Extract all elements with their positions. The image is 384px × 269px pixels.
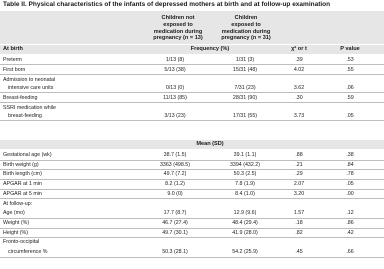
group-b-header-line: pregnancy (n = 31) bbox=[221, 35, 271, 42]
p-value: .86 bbox=[346, 219, 354, 226]
group-a-header-line: exposed to bbox=[163, 21, 193, 28]
exposed-value: 15/31 (48) bbox=[232, 67, 258, 73]
row-label: Birth length (cm) bbox=[3, 171, 42, 178]
p-value: .06 bbox=[346, 85, 354, 91]
group-b-header bbox=[218, 15, 274, 42]
exposed-none-value: 5/13 (38) bbox=[164, 67, 186, 73]
chi-t-value: 1.57 bbox=[293, 210, 305, 217]
row-label: APGAR at 1 min bbox=[3, 181, 42, 188]
row-label: Gestational age (wk) bbox=[3, 152, 52, 158]
exposed-none-value: 49.7 (7.2) bbox=[163, 171, 187, 178]
p-value: .42 bbox=[346, 229, 354, 236]
table-row bbox=[0, 209, 384, 218]
chi-t-value: .29 bbox=[295, 171, 303, 178]
row-label: intensive care units bbox=[8, 85, 54, 91]
chi-t-value: 2.07 bbox=[293, 181, 305, 188]
frequency-band bbox=[0, 45, 384, 54]
row-label: At follow-up: bbox=[3, 200, 33, 207]
group-a-header-line: Children not bbox=[161, 15, 195, 21]
exposed-none-value: 11/13 (85) bbox=[163, 95, 187, 101]
chi-t-value: .39 bbox=[295, 57, 303, 63]
chi-t-label: χ² or t bbox=[291, 46, 307, 52]
exposed-value: 8.4 (1.0) bbox=[235, 190, 255, 197]
exposed-none-value: 8.2 (1.2) bbox=[165, 181, 185, 188]
row-label: Weight (%) bbox=[3, 219, 30, 226]
exposed-value: 50.3 (2.5) bbox=[233, 171, 257, 178]
exposed-value: 41.9 (28.0) bbox=[232, 229, 258, 236]
p-value: .00 bbox=[346, 190, 354, 197]
exposed-value: 3394 (432.2) bbox=[229, 161, 261, 168]
p-value: .53 bbox=[346, 57, 354, 63]
exposed-value: 12.9 (9.6) bbox=[233, 210, 257, 217]
chi-t-value: .88 bbox=[295, 152, 303, 158]
table-caption: Table II. Physical characteristics of the infants of depressed mothers at birth and at follow-up examination bbox=[3, 1, 331, 8]
frequency-label: Frequency (%) bbox=[190, 46, 230, 52]
row-divider bbox=[0, 120, 384, 121]
exposed-none-value: 38.7 (1.5) bbox=[163, 152, 187, 158]
p-value: .05 bbox=[346, 113, 354, 119]
table-row bbox=[0, 151, 384, 160]
exposed-none-value: 9.0 (0) bbox=[167, 190, 183, 197]
group-a-header-line: medication during bbox=[153, 28, 203, 35]
table-header bbox=[0, 11, 384, 44]
group-a-header-line: pregnancy (n = 13) bbox=[153, 35, 203, 42]
row-label: Admission to neonatal bbox=[3, 77, 56, 83]
table-row bbox=[0, 75, 384, 93]
at-birth-label: At birth bbox=[3, 46, 23, 52]
row-label: First born bbox=[3, 67, 26, 73]
group-b-header-line: medication during bbox=[221, 28, 271, 35]
row-divider bbox=[0, 257, 384, 258]
p-value: .38 bbox=[346, 152, 354, 158]
table-row bbox=[0, 103, 384, 121]
exposed-none-value: 17.7 (8.7) bbox=[163, 210, 187, 217]
exposed-none-value: 3/13 (23) bbox=[164, 113, 186, 119]
p-value: .05 bbox=[346, 181, 354, 188]
exposed-value: 28/31 (90) bbox=[232, 95, 258, 101]
table-row bbox=[0, 200, 384, 209]
row-label: Birth weight (g) bbox=[3, 161, 39, 168]
chi-t-value: .21 bbox=[295, 161, 303, 168]
row-label: circumference % bbox=[8, 249, 48, 255]
exposed-value: 48.4 (29.4) bbox=[232, 219, 258, 226]
mean-band bbox=[0, 140, 384, 149]
exposed-value: 17/31 (55) bbox=[232, 113, 258, 119]
p-value: .66 bbox=[346, 249, 354, 255]
chi-t-value: .18 bbox=[295, 219, 303, 226]
exposed-none-value: 3363 (498.5) bbox=[159, 161, 191, 168]
table-row bbox=[0, 238, 384, 247]
exposed-value: 54.2 (25.9) bbox=[232, 249, 258, 255]
chi-t-value: 3.20 bbox=[293, 190, 305, 197]
group-a-header bbox=[150, 15, 206, 42]
row-label: SSRI medication while bbox=[3, 105, 56, 111]
exposed-none-value: 1/13 (8) bbox=[165, 57, 185, 63]
chi-t-value: 3.62 bbox=[293, 85, 305, 91]
chi-t-value: .30 bbox=[295, 95, 303, 101]
exposed-value: 7/31 (23) bbox=[234, 85, 256, 91]
exposed-value: 39.1 (1.1) bbox=[233, 152, 257, 158]
exposed-none-value: 50.3 (28.1) bbox=[162, 249, 188, 255]
p-value: .78 bbox=[346, 171, 354, 178]
p-value: .84 bbox=[346, 161, 354, 168]
row-label: breast-feeding bbox=[8, 113, 42, 119]
row-label: Height (%) bbox=[3, 229, 29, 236]
exposed-none-value: 46.7 (27.4) bbox=[162, 219, 188, 226]
table-row bbox=[0, 248, 384, 257]
p-value-label: P value bbox=[340, 46, 360, 52]
row-label: Age (mo) bbox=[3, 210, 25, 217]
row-label: APGAR at 5 min bbox=[3, 190, 42, 197]
chi-t-value: 4.02 bbox=[293, 67, 305, 73]
table-row bbox=[0, 219, 384, 228]
p-value: .12 bbox=[346, 210, 354, 217]
row-label: Preterm bbox=[3, 57, 22, 63]
row-label: Fronto-occipital bbox=[3, 239, 40, 246]
exposed-value: 1/31 (3) bbox=[235, 57, 255, 63]
group-b-header-line: exposed to bbox=[231, 21, 261, 28]
exposed-value: 7.8 (1.9) bbox=[235, 181, 255, 188]
exposed-none-value: 49.7 (30.1) bbox=[162, 229, 188, 236]
p-value: .55 bbox=[346, 67, 354, 73]
mean-sd-label: Mean (SD) bbox=[196, 141, 224, 147]
row-label: Breast-feeding bbox=[3, 95, 38, 101]
p-value: .59 bbox=[346, 95, 354, 101]
chi-t-value: .82 bbox=[295, 229, 303, 236]
table-row bbox=[0, 180, 384, 189]
chi-t-value: .45 bbox=[295, 249, 303, 255]
chi-t-value: 3.73 bbox=[293, 113, 305, 119]
group-b-header-line: Children bbox=[234, 15, 258, 21]
exposed-none-value: 0/13 (0) bbox=[165, 85, 185, 91]
